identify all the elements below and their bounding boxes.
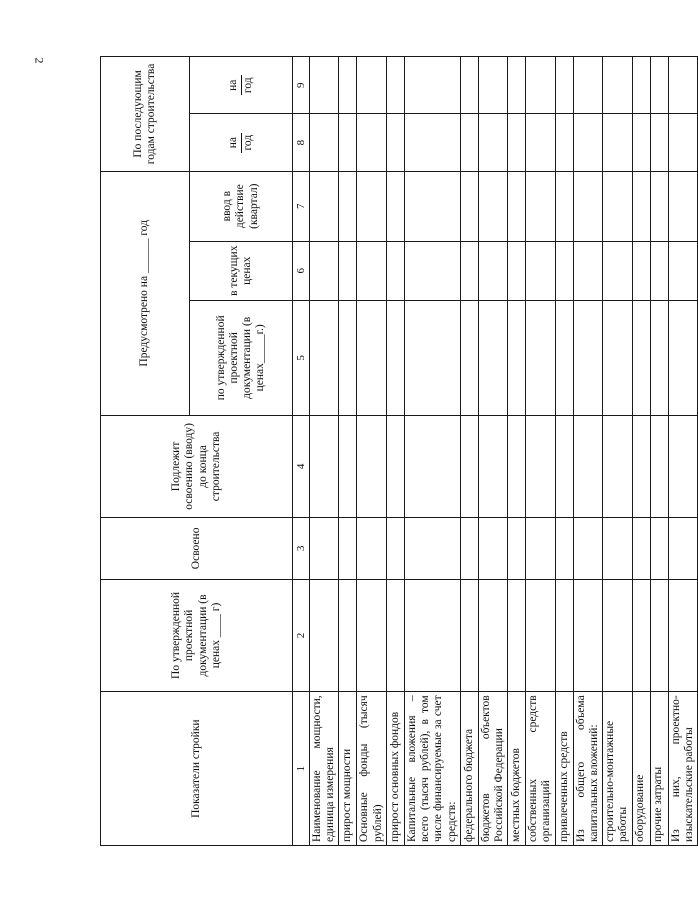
empty-cell: [573, 114, 602, 171]
empty-cell: [478, 300, 507, 415]
col-header-commissioning: ввод в действие (квартал): [190, 171, 293, 241]
empty-cell: [460, 579, 478, 692]
empty-cell: [460, 300, 478, 415]
empty-cell: [460, 171, 478, 241]
row-label: бюджетов объектов Российской Федерации: [478, 692, 507, 846]
empty-cell: [573, 300, 602, 415]
empty-cell: [386, 415, 404, 517]
empty-cell: [478, 415, 507, 517]
empty-cell: [508, 300, 526, 415]
empty-cell: [603, 518, 632, 579]
empty-cell: [310, 114, 339, 171]
empty-cell: [386, 171, 404, 241]
row-label: Из них, проектно-изыскательские работы: [668, 692, 697, 846]
empty-cell: [650, 415, 668, 517]
col-num: 7: [293, 171, 310, 241]
col-num: 5: [293, 300, 310, 415]
row-label: Основные фонды (тысяч рублей): [357, 692, 386, 846]
row-label: прирост мощности: [339, 692, 357, 846]
empty-cell: [339, 579, 357, 692]
empty-cell: [526, 518, 555, 579]
empty-cell: [650, 518, 668, 579]
row-label: строительно-монтажные работы: [603, 692, 632, 846]
empty-cell: [668, 518, 697, 579]
empty-cell: [357, 57, 386, 114]
empty-cell: [339, 241, 357, 300]
empty-cell: [668, 300, 697, 415]
year-b-top: на: [227, 75, 241, 95]
empty-cell: [310, 241, 339, 300]
col-header-remaining: Подлежит освоению (вводу) до конца строительства: [101, 415, 293, 517]
empty-cell: [603, 114, 632, 171]
empty-cell: [508, 241, 526, 300]
empty-cell: [310, 171, 339, 241]
year-a-bottom: год: [241, 134, 254, 151]
col-num: 3: [293, 518, 310, 579]
empty-cell: [526, 114, 555, 171]
col-num: 6: [293, 241, 310, 300]
empty-cell: [603, 57, 632, 114]
empty-cell: [310, 57, 339, 114]
empty-cell: [404, 114, 460, 171]
empty-cell: [508, 415, 526, 517]
empty-cell: [668, 415, 697, 517]
row-label: прирост основных фондов: [386, 692, 404, 846]
table-row: [460, 57, 478, 846]
table-row: [632, 57, 650, 846]
empty-cell: [339, 114, 357, 171]
empty-cell: [460, 114, 478, 171]
empty-cell: [573, 57, 602, 114]
empty-cell: [526, 57, 555, 114]
empty-cell: [650, 241, 668, 300]
table-row: [386, 57, 404, 846]
empty-cell: [478, 579, 507, 692]
row-label: Наименование мощности, единица измерения: [310, 692, 339, 846]
empty-cell: [555, 579, 573, 692]
row-label: Из общего объема капитальных вложений:: [573, 692, 602, 846]
col-num: 2: [293, 579, 310, 692]
empty-cell: [404, 579, 460, 692]
empty-cell: [357, 241, 386, 300]
empty-cell: [555, 415, 573, 517]
empty-cell: [650, 171, 668, 241]
empty-cell: [508, 518, 526, 579]
empty-cell: [632, 579, 650, 692]
empty-cell: [508, 57, 526, 114]
table-row: [478, 57, 507, 846]
col-header-current-prices: в текущих ценах: [190, 241, 293, 300]
empty-cell: [632, 415, 650, 517]
row-label: оборудование: [632, 692, 650, 846]
empty-cell: [508, 114, 526, 171]
row-label: Капитальные вложения – всего (тысяч рублей), в том числе финансируемые за счет средств:: [404, 692, 460, 846]
empty-cell: [668, 171, 697, 241]
empty-cell: [555, 57, 573, 114]
empty-cell: [310, 518, 339, 579]
table-row: [357, 57, 386, 846]
empty-cell: [668, 57, 697, 114]
year-a-top: на: [227, 133, 241, 153]
empty-cell: [460, 57, 478, 114]
empty-cell: [555, 171, 573, 241]
empty-cell: [310, 415, 339, 517]
empty-cell: [460, 241, 478, 300]
empty-cell: [650, 300, 668, 415]
empty-cell: [386, 241, 404, 300]
col-header-future-years: По последующим годам строительства: [101, 57, 190, 172]
row-label: привлеченных средств: [555, 692, 573, 846]
col-num: 4: [293, 415, 310, 517]
empty-cell: [386, 300, 404, 415]
col-header-year-a: [190, 114, 293, 171]
empty-cell: [632, 518, 650, 579]
table-row: [508, 57, 526, 846]
empty-cell: [526, 579, 555, 692]
col-num: 1: [293, 692, 310, 846]
col-header-mastered: Освоено: [101, 518, 293, 579]
empty-cell: [357, 579, 386, 692]
empty-cell: [668, 241, 697, 300]
row-label: собственных средств организаций: [526, 692, 555, 846]
empty-cell: [357, 171, 386, 241]
row-label: федерального бюджета: [460, 692, 478, 846]
empty-cell: [339, 171, 357, 241]
empty-cell: [386, 579, 404, 692]
empty-cell: [339, 518, 357, 579]
empty-cell: [632, 57, 650, 114]
empty-cell: [573, 579, 602, 692]
empty-cell: [404, 415, 460, 517]
table-row: [555, 57, 573, 846]
table-row: [668, 57, 697, 846]
empty-cell: [310, 300, 339, 415]
table-row: [526, 57, 555, 846]
empty-cell: [526, 300, 555, 415]
table-row: [339, 57, 357, 846]
table-row: [573, 57, 602, 846]
empty-cell: [478, 241, 507, 300]
empty-cell: [573, 171, 602, 241]
empty-cell: [404, 241, 460, 300]
col-header-approved-docs: По утвержденной проектной документации (в ценах ____ г): [101, 579, 293, 692]
year-b-bottom: год: [241, 77, 254, 94]
empty-cell: [603, 300, 632, 415]
empty-cell: [478, 171, 507, 241]
empty-cell: [310, 579, 339, 692]
row-label: местных бюджетов: [508, 692, 526, 846]
empty-cell: [632, 114, 650, 171]
page-number: 2: [32, 57, 47, 64]
empty-cell: [478, 518, 507, 579]
empty-cell: [508, 579, 526, 692]
col-header-planned-approved: по утвержденной проектной документации (в ценах_____г.): [190, 300, 293, 415]
empty-cell: [603, 415, 632, 517]
empty-cell: [526, 415, 555, 517]
empty-cell: [404, 57, 460, 114]
empty-cell: [478, 114, 507, 171]
empty-cell: [555, 518, 573, 579]
empty-cell: [478, 57, 507, 114]
table-row: [603, 57, 632, 846]
col-header-indicators: Показатели стройки: [101, 692, 293, 846]
empty-cell: [650, 579, 668, 692]
empty-cell: [339, 415, 357, 517]
rotated-table-wrapper: [100, 63, 695, 846]
table-row: [650, 57, 668, 846]
empty-cell: [386, 57, 404, 114]
empty-cell: [404, 518, 460, 579]
empty-cell: [404, 171, 460, 241]
empty-cell: [668, 579, 697, 692]
col-num: 9: [293, 57, 310, 114]
empty-cell: [603, 579, 632, 692]
empty-cell: [650, 114, 668, 171]
col-header-year-b: [190, 57, 293, 114]
empty-cell: [555, 114, 573, 171]
empty-cell: [357, 415, 386, 517]
empty-cell: [404, 300, 460, 415]
row-label: прочие затраты: [650, 692, 668, 846]
table-row: [404, 57, 460, 846]
empty-cell: [460, 518, 478, 579]
table-row: [310, 57, 339, 846]
empty-cell: [357, 114, 386, 171]
investment-indicators-table: [100, 56, 698, 846]
empty-cell: [357, 300, 386, 415]
col-num: 8: [293, 114, 310, 171]
empty-cell: [650, 57, 668, 114]
empty-cell: [632, 171, 650, 241]
empty-cell: [526, 171, 555, 241]
col-header-planned-year: Предусмотрено на ______ год: [101, 171, 190, 415]
empty-cell: [632, 241, 650, 300]
empty-cell: [573, 415, 602, 517]
empty-cell: [573, 241, 602, 300]
column-number-row: [293, 57, 310, 846]
empty-cell: [357, 518, 386, 579]
empty-cell: [526, 241, 555, 300]
empty-cell: [555, 300, 573, 415]
empty-cell: [460, 415, 478, 517]
empty-cell: [339, 57, 357, 114]
empty-cell: [632, 300, 650, 415]
empty-cell: [603, 171, 632, 241]
empty-cell: [668, 114, 697, 171]
empty-cell: [339, 300, 357, 415]
empty-cell: [508, 171, 526, 241]
empty-cell: [555, 241, 573, 300]
empty-cell: [386, 114, 404, 171]
empty-cell: [386, 518, 404, 579]
empty-cell: [603, 241, 632, 300]
empty-cell: [573, 518, 602, 579]
